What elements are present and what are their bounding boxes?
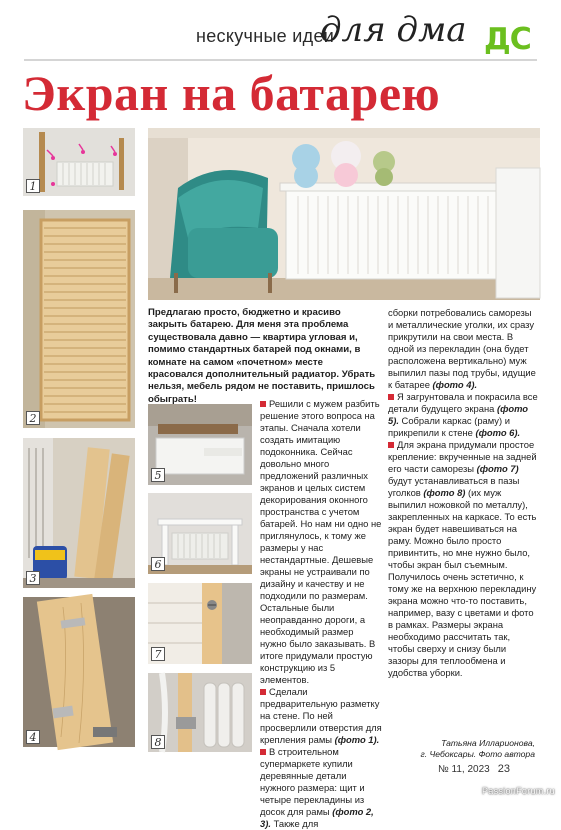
photo-reference: (фото 1). bbox=[334, 734, 380, 745]
photo-2-illustration bbox=[23, 210, 135, 428]
photo-7 bbox=[148, 583, 252, 664]
photo-8 bbox=[148, 673, 252, 752]
paragraph bbox=[260, 686, 382, 746]
paragraph-text: (их муж выпилил ножовкой по металлу), закрепленных на каркасе. То есть экран будет навешиваться на раму. Можно было просто привинтить, но мне нужно было, чтобы экран был съемным. Получилось очень эстетично, к тому же на верхнюю перекладину экрана можно что-то поставить, например, вазу с цветами и фото в рамках. Размеры экрана необходимо рассчитать так, чтобы сверху и снизу были зазоры для теплообмена и удобства уборки. bbox=[388, 487, 537, 678]
photo-reference: (фото 5). bbox=[388, 403, 529, 426]
paragraph bbox=[388, 439, 538, 679]
bullet-square-icon bbox=[260, 749, 266, 755]
photo-4-illustration bbox=[23, 597, 135, 747]
bullet-square-icon bbox=[260, 401, 266, 407]
section-prefix: нескучные идеи bbox=[196, 26, 335, 46]
paragraph-text: сборки потребовались саморезы и металлические уголки, их сразу прикрутили на свои места. В одной из перекладин (она будет расположена вертикально) муж выпилил пазы под трубы, идущие к батарее bbox=[388, 307, 536, 390]
main-photo-room bbox=[148, 128, 540, 300]
photo-3-illustration bbox=[23, 438, 135, 588]
page-number: 23 bbox=[497, 763, 510, 775]
paragraph bbox=[260, 398, 382, 686]
watermark: PassionForum.ru bbox=[481, 786, 555, 796]
text-column-middle bbox=[260, 398, 382, 830]
photo-number: 3 bbox=[26, 571, 40, 585]
photo-reference: (фото 8) bbox=[423, 487, 466, 498]
photo-number: 2 bbox=[26, 411, 40, 425]
article-title: Экран на батарею bbox=[22, 65, 441, 121]
photo-2 bbox=[23, 210, 135, 428]
author-credit bbox=[420, 738, 535, 760]
bullet-square-icon bbox=[388, 394, 394, 400]
paragraph bbox=[388, 391, 538, 439]
author-city: г. Чебоксары. Фото автора bbox=[420, 749, 535, 759]
section-logo-ds: ДС bbox=[484, 22, 531, 57]
paragraph-text: Собрали каркас (раму) и прикрепили к стене bbox=[388, 415, 510, 438]
photo-number: 1 bbox=[26, 179, 40, 193]
photo-reference: (фото 6). bbox=[475, 427, 521, 438]
photo-1 bbox=[23, 128, 135, 196]
photo-reference: (фото 2, 3). bbox=[260, 806, 374, 829]
photo-4 bbox=[23, 597, 135, 747]
header-divider bbox=[24, 59, 537, 61]
photo-5 bbox=[148, 404, 252, 485]
paragraph bbox=[260, 746, 382, 830]
bullet-square-icon bbox=[388, 442, 394, 448]
photo-reference: (фото 7) bbox=[476, 463, 519, 474]
photo-number: 7 bbox=[151, 647, 165, 661]
issue-number: № 11, 2023 bbox=[438, 764, 490, 775]
paragraph-text: Я загрунтовала и покрасила все детали будущего экрана bbox=[388, 391, 538, 414]
photo-number: 5 bbox=[151, 468, 165, 482]
author-name: Татьяна Илларионова, bbox=[441, 738, 535, 748]
paragraph-text: Также для bbox=[273, 818, 319, 829]
page-footer bbox=[438, 763, 510, 775]
photo-3 bbox=[23, 438, 135, 588]
text-column-right bbox=[388, 307, 538, 679]
main-photo-illustration bbox=[148, 128, 540, 300]
paragraph-text: Для экрана придумали простое крепление: вкрученные на задней его части саморезы bbox=[388, 439, 537, 474]
bullet-square-icon bbox=[260, 689, 266, 695]
photo-number: 4 bbox=[26, 730, 40, 744]
photo-reference: (фото 4). bbox=[432, 379, 478, 390]
photo-number: 8 bbox=[151, 735, 165, 749]
article-lead: Предлагаю просто, бюджетно и красиво закрыть батарею. Для меня эта проблема существовала давно — квартира угловая и, помимо стандартных батарей под окнами, в комнате на самом «почетном» месте красовался дополнительный радиатор. Убрать нельзя, мебель рядом не поставить, пришлось обыграть! bbox=[148, 307, 376, 405]
photo-number: 6 bbox=[151, 557, 165, 571]
paragraph-text: Сделали предварительную разметку на стене. По ней просверлили отверстия для крепления рамы bbox=[260, 686, 382, 745]
paragraph-text: Решили с мужем разбить решение этого вопроса на этапы. Сначала хотели создать имитацию подоконника. Сейчас довольно много предложений различных экранов и целых систем декорирования оконного пространства с учетом батарей. Но нам ни одно не приглянулось, к тому же размеры у нас нестандартные. Дешевые экраны не устраивали по дизайну и качеству и не подходили по размерам. Остальные были неоправданно дороги, а необходимый размер нужно было заказывать. В итоге придумали простую конструкцию из 5 элементов. bbox=[260, 398, 382, 685]
paragraph-text: В строительном супермаркете купили деревянные детали нужного размера: щит и четыре перекладины из досок для рамы bbox=[260, 746, 365, 817]
paragraph bbox=[388, 307, 538, 391]
paragraph-text: будут устанавливаться в пазы уголков bbox=[388, 475, 520, 498]
section-script-title: для дма bbox=[320, 10, 467, 50]
photo-6 bbox=[148, 493, 252, 574]
